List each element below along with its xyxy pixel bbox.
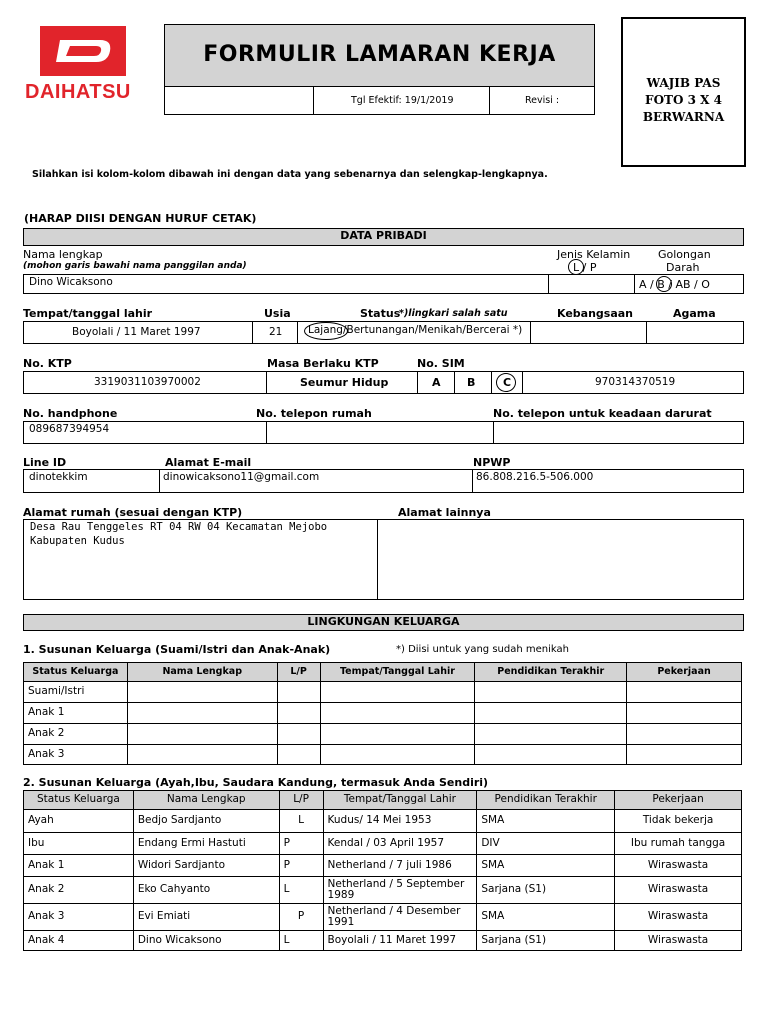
photo-box-line1: WAJIB PAS	[646, 76, 721, 90]
family-cell-status: Anak 1	[24, 855, 134, 877]
line-label: Line ID	[23, 456, 67, 469]
family-cell-status: Ibu	[24, 833, 134, 855]
npwp-label: NPWP	[473, 456, 511, 469]
effective-date: Tgl Efektif: 19/1/2019	[351, 95, 454, 106]
sim-label: No. SIM	[417, 357, 465, 370]
section-lingkungan-keluarga: LINGKUNGAN KELUARGA	[23, 614, 744, 631]
full-name-value: Dino Wicaksono	[29, 276, 113, 288]
family-cell-education[interactable]: DIV	[477, 833, 615, 855]
family-cell-gender[interactable]: P	[279, 904, 323, 931]
daihatsu-logo	[24, 24, 144, 102]
spouse-table-note: *) Diisi untuk yang sudah menikah	[396, 644, 569, 655]
status-hint: *)lingkari salah satu	[399, 308, 508, 319]
family-cell-birth[interactable]: Netherland / 7 juli 1986	[323, 855, 477, 877]
col-pekerjaan: Pekerjaan	[627, 663, 742, 682]
spouse-table-title: 1. Susunan Keluarga (Suami/Istri dan Anak-Anak)	[23, 643, 331, 656]
gender-options[interactable]: L / P	[573, 261, 597, 274]
family-cell-education[interactable]: Sarjana (S1)	[477, 877, 615, 904]
col-status-keluarga: Status Keluarga	[24, 663, 128, 682]
photo-box	[621, 17, 746, 167]
ktp-label: No. KTP	[23, 357, 72, 370]
sim-selected-circle	[496, 373, 516, 392]
family-cell-job[interactable]: Wiraswasta	[615, 855, 742, 877]
spouse-row-name[interactable]	[127, 745, 277, 765]
header-title-box	[164, 24, 595, 87]
family-cell-job[interactable]: Wiraswasta	[615, 904, 742, 931]
family-cell-status: Ayah	[24, 810, 134, 833]
spouse-row-name[interactable]	[127, 703, 277, 724]
family-cell-gender[interactable]: P	[279, 833, 323, 855]
revision-label: Revisi :	[525, 95, 560, 106]
full-name-hint: (mohon garis bawahi nama panggilan anda)	[23, 261, 247, 271]
family-cell-education[interactable]: SMA	[477, 810, 615, 833]
col-lp: L/P	[279, 791, 323, 810]
table-row	[24, 724, 742, 745]
family-cell-birth[interactable]: Netherland / 4 Desember 1991	[323, 904, 477, 931]
family-cell-gender[interactable]: L	[279, 810, 323, 833]
table-row	[24, 810, 742, 833]
family-cell-job[interactable]: Ibu rumah tangga	[615, 833, 742, 855]
gender-selected-circle	[568, 259, 584, 275]
photo-box-line2: FOTO 3 X 4	[645, 93, 722, 107]
birth-label: Tempat/tanggal lahir	[23, 307, 153, 320]
uppercase-note: (HARAP DIISI DENGAN HURUF CETAK)	[24, 212, 257, 225]
family-cell-birth[interactable]: Netherland / 5 September 1989	[323, 877, 477, 904]
col-nama-lengkap: Nama Lengkap	[133, 791, 279, 810]
nationality-label: Kebangsaan	[557, 307, 634, 320]
photo-box-line3: BERWARNA	[642, 110, 725, 124]
col-pekerjaan: Pekerjaan	[615, 791, 742, 810]
col-status-keluarga: Status Keluarga	[24, 791, 134, 810]
status-label: Status	[360, 307, 401, 320]
family-cell-gender[interactable]: L	[279, 877, 323, 904]
parents-table-title: 2. Susunan Keluarga (Ayah,Ibu, Saudara Kandung, termasuk Anda Sendiri)	[23, 776, 489, 789]
spouse-row-education[interactable]	[475, 745, 627, 765]
spouse-row-name[interactable]	[127, 682, 277, 703]
email-label: Alamat E-mail	[165, 456, 252, 469]
spouse-row-job[interactable]	[627, 682, 742, 703]
spouse-row-status: Anak 1	[24, 703, 128, 724]
npwp-value[interactable]: 86.808.216.5-506.000	[476, 471, 594, 483]
spouse-row-job[interactable]	[627, 745, 742, 765]
home-phone-label: No. telepon rumah	[256, 407, 372, 420]
spouse-row-education[interactable]	[475, 724, 627, 745]
spouse-row-gender[interactable]	[277, 745, 320, 765]
age-label: Usia	[264, 307, 291, 320]
religion-field[interactable]	[647, 322, 743, 343]
spouse-table	[23, 662, 742, 765]
spouse-row-status: Suami/Istri	[24, 682, 128, 703]
brand-name: DAIHATSU	[25, 81, 131, 103]
sim-value[interactable]: 970314370519	[595, 376, 676, 388]
home-phone-field[interactable]	[267, 422, 493, 443]
ktp-sim-row	[23, 371, 744, 394]
spouse-row-name[interactable]	[127, 724, 277, 745]
status-options[interactable]: Lajang/Bertunangan/Menikah/Bercerai *)	[308, 324, 523, 336]
line-email-npwp-row	[23, 469, 744, 493]
table-row	[24, 682, 742, 703]
family-cell-status: Anak 4	[24, 931, 134, 951]
page-title: FORMULIR LAMARAN KERJA	[203, 42, 556, 67]
spouse-row-education[interactable]	[475, 682, 627, 703]
table-row	[24, 703, 742, 724]
table-row	[24, 833, 742, 855]
family-cell-status: Anak 2	[24, 877, 134, 904]
table-row	[24, 904, 742, 931]
family-cell-name[interactable]: Endang Ermi Hastuti	[133, 833, 279, 855]
age-value[interactable]: 21	[269, 326, 283, 338]
col-nama-lengkap: Nama Lengkap	[127, 663, 277, 682]
family-cell-job[interactable]: Wiraswasta	[615, 931, 742, 951]
address-field[interactable]	[24, 520, 377, 599]
table-row	[24, 877, 742, 904]
family-cell-name[interactable]: Eko Cahyanto	[133, 877, 279, 904]
other-address-field[interactable]	[378, 520, 743, 599]
spouse-row-birth[interactable]	[320, 745, 475, 765]
spouse-row-gender[interactable]	[277, 682, 320, 703]
blood-options[interactable]: A / B / AB / O	[639, 278, 710, 291]
status-selected-circle	[304, 322, 348, 340]
birth-age-status-row	[23, 321, 744, 344]
ktp-valid-value[interactable]: Seumur Hidup	[300, 376, 389, 389]
blood-label-2: Darah	[666, 261, 700, 274]
table-row	[24, 745, 742, 765]
header-meta-row	[164, 86, 595, 115]
family-cell-name[interactable]: Evi Emiati	[133, 904, 279, 931]
spouse-row-gender[interactable]	[277, 724, 320, 745]
line-value[interactable]: dinotekkim	[29, 471, 88, 483]
family-cell-education[interactable]: SMA	[477, 855, 615, 877]
spouse-row-education[interactable]	[475, 703, 627, 724]
sim-type-a[interactable]: A	[432, 376, 441, 389]
col-pendidikan-terakhir: Pendidikan Terakhir	[477, 791, 615, 810]
address-line-1: Desa Rau Tenggeles RT 04 RW 04 Kecamatan Mejobo	[30, 521, 328, 533]
address-row	[23, 519, 744, 600]
blood-label-1: Golongan	[658, 248, 711, 261]
family-cell-name[interactable]: Dino Wicaksono	[133, 931, 279, 951]
spouse-row-job[interactable]	[627, 703, 742, 724]
col-lp: L/P	[277, 663, 320, 682]
other-address-label: Alamat lainnya	[398, 506, 491, 519]
ktp-value[interactable]: 3319031103970002	[94, 376, 201, 388]
ktp-valid-label: Masa Berlaku KTP	[267, 357, 379, 370]
gender-label: Jenis Kelamin	[557, 248, 631, 261]
religion-label: Agama	[673, 307, 716, 320]
spouse-row-birth[interactable]	[320, 724, 475, 745]
email-value[interactable]: dinowicaksono11@gmail.com	[163, 471, 320, 483]
spouse-row-birth[interactable]	[320, 703, 475, 724]
address-line-2: Kabupaten Kudus	[30, 535, 125, 547]
family-cell-education[interactable]: SMA	[477, 904, 615, 931]
family-cell-name[interactable]: Widori Sardjanto	[133, 855, 279, 877]
hp-value[interactable]: 089687394954	[29, 423, 110, 435]
blood-selected-circle	[656, 276, 672, 292]
sim-type-c[interactable]: C	[503, 376, 512, 389]
spouse-row-job[interactable]	[627, 724, 742, 745]
emergency-label: No. telepon untuk keadaan darurat	[493, 407, 712, 420]
family-cell-birth[interactable]: Kendal / 03 April 1957	[323, 833, 477, 855]
spouse-row-gender[interactable]	[277, 703, 320, 724]
birth-value[interactable]: Boyolali / 11 Maret 1997	[72, 326, 201, 338]
hp-label: No. handphone	[23, 407, 118, 420]
address-label: Alamat rumah (sesuai dengan KTP)	[23, 506, 243, 519]
parents-table	[23, 790, 742, 951]
phones-row	[23, 421, 744, 444]
family-cell-status: Anak 3	[24, 904, 134, 931]
table-row	[24, 931, 742, 951]
col-pendidikan-terakhir: Pendidikan Terakhir	[475, 663, 627, 682]
family-cell-gender[interactable]: P	[279, 855, 323, 877]
family-cell-birth[interactable]: Kudus/ 14 Mei 1953	[323, 810, 477, 833]
col-tempat-tanggal-lahir: Tempat/Tanggal Lahir	[320, 663, 475, 682]
col-tempat-tanggal-lahir: Tempat/Tanggal Lahir	[323, 791, 477, 810]
intro-text: Silahkan isi kolom-kolom dibawah ini dengan data yang sebenarnya dan selengkap-lengkapnya.	[32, 169, 548, 180]
table-row	[24, 855, 742, 877]
spouse-row-status: Anak 3	[24, 745, 128, 765]
spouse-row-birth[interactable]	[320, 682, 475, 703]
full-name-field[interactable]	[23, 274, 744, 294]
sim-type-b[interactable]: B	[467, 376, 476, 389]
family-cell-birth[interactable]: Boyolali / 11 Maret 1997	[323, 931, 477, 951]
daihatsu-d-emblem-icon	[40, 26, 126, 76]
family-cell-job[interactable]: Tidak bekerja	[615, 810, 742, 833]
full-name-label: Nama lengkap	[23, 248, 103, 261]
emergency-phone-field[interactable]	[494, 422, 743, 443]
spouse-row-status: Anak 2	[24, 724, 128, 745]
family-cell-job[interactable]: Wiraswasta	[615, 877, 742, 904]
family-cell-education[interactable]: Sarjana (S1)	[477, 931, 615, 951]
nationality-field[interactable]	[531, 322, 646, 343]
family-cell-name[interactable]: Bedjo Sardjanto	[133, 810, 279, 833]
section-data-pribadi: DATA PRIBADI	[23, 228, 744, 246]
family-cell-gender[interactable]: L	[279, 931, 323, 951]
